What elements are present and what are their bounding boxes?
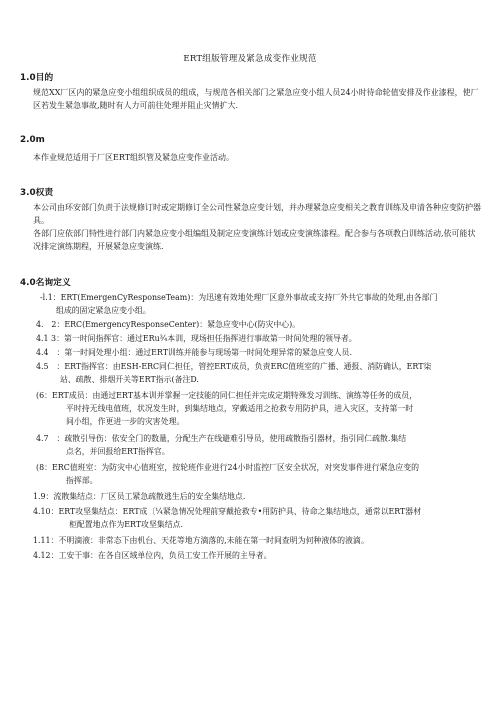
definition-line: 指挥部。 [66, 476, 98, 485]
section-heading-purpose: 1.0目的 [20, 73, 54, 83]
section-heading-definitions: 4.0名询定义 [20, 278, 71, 288]
definition-line: 1.11：不明滴液：非常态下由机台、天花等地方滴落的,未能在第一时间查明为何种液体的液滴。 [33, 536, 369, 545]
definition-line: 组成的固定紧急应变小组。 [56, 306, 151, 315]
section-heading-scope: 2.0m [20, 135, 45, 145]
definition-item [36, 432, 491, 458]
definition-line: 4.5 ：ERT指挥官：由ESH-ERC同仁担任，管控ERT成员，负责ERC值班室的广播、通报、消防确认，ERT柒 [36, 362, 432, 371]
definition-item [36, 318, 491, 331]
scope-paragraph: 本作业规范适用于厂区ERT组织管及紧急应变作业活动。 [33, 153, 235, 162]
definition-item [36, 346, 491, 359]
definition-line: 1.9：流散集结点：厂区员工紧急疏散逃生后的安全集结地点. [33, 492, 246, 501]
definition-item [33, 534, 488, 547]
definition-line: 间小组，作更进一步的灾害处理。 [66, 417, 185, 426]
definition-item [40, 291, 495, 317]
definition-line: 4. 2：ERC(EmergencyResponseCenter)：紧急应变中心(防灾中心)。 [36, 320, 301, 329]
definition-line: 站、疏散、排烟开关等ERT指示(备注D. [60, 375, 199, 384]
definition-line: 4.10：ERT攻坚集结点：ERT成〔¼紧急情况处理前穿戴抢救专•用防护具、待命之集结地点，通常以ERT器材 [33, 507, 422, 516]
document-title: ERT组版管理及紧急成变作业规范 [183, 54, 317, 64]
definition-item [33, 549, 488, 562]
section-heading-responsibility: 3.0权责 [20, 188, 54, 198]
definition-line: 4.7 ：疏散引导伤：依安全门的数量，分配生产在线避难引导员，使用疏散指引器材，指引同仁疏散.集结 [36, 434, 407, 443]
definition-line: 点名，并回报给ERT指挥官。 [66, 447, 170, 456]
definition-item [36, 389, 491, 428]
definition-item [36, 461, 491, 487]
responsibility-paragraph-1: 本公司由环安部门负责于法规修订时或定期修订全公司性紧急应变计划，并办理紧急应变相关之教育训练及申清各种应变防护器具。 [33, 203, 481, 225]
definition-line: 4.1 3：第一时间指挥官：通过ERu¾本训，现场担任指挥进行事故第一时间处理的领导者。 [36, 334, 357, 343]
definition-item [33, 505, 488, 531]
purpose-paragraph: 规范XX厂区内的紧急应变小组组织成员的组成，与规范各相关部门之紧急应变小组人员24小时待命轮值安排及作业漆程，使厂区若发生紧急事故,随时有人力可前往处理并阻止灾情扩大. [33, 88, 479, 110]
definition-line: -l.1：ERT(EmergenCyResponseTeam)：为迅速有效地处理厂区意外事故或支持厂外共它事故的处理,由各部门 [40, 293, 438, 302]
definition-item [36, 332, 491, 345]
definition-item [36, 360, 491, 386]
definition-line: 4.4 ：第一时间处理小组：通过ERT训练并能参与现场第一时间处理异常的紧急应变人员. [36, 348, 352, 357]
definition-line: 柜配置地点作为ERT攻坚集结点. [69, 520, 184, 529]
definition-line: (8：ERC值班室：为防灾中心值班室，按轮班作业进行24小时监控厂区安全状况，对突发事件进行紧急应变的 [36, 463, 420, 472]
definition-item [33, 490, 488, 503]
responsibility-paragraph-2: 各部门应依部门特性进行部门内紧急应变小组编组及制定应变演练计划或应变演练漆程。配合参与各项教白训练活动,依可能状况排定演练期程，开展紧急应变演练. [33, 229, 476, 251]
definition-line: (6：ERT成员：由通过ERT基本训并掌握一定技能的同仁担任并完成定期特殊发习训练、演练等任务的成员， [36, 391, 418, 400]
definition-line: 平时持无线电值班，状况发生时，到集结地点，穿戴适用之抢救专用防护具，进入灾区，支持第一时 [66, 404, 414, 413]
definition-line: 4.12：工安干事：在各自区域单位内，负员工安工作开展的主导者。 [33, 551, 272, 560]
